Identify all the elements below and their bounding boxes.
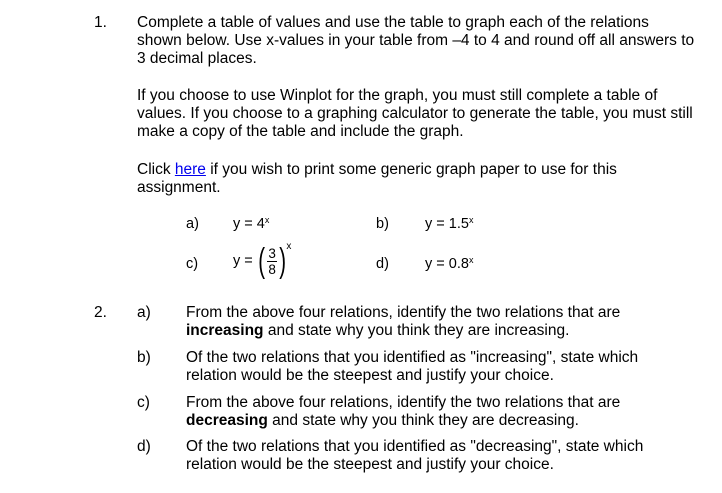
q2-part-c-text-before: From the above four relations, identify the two relations that are: [186, 394, 621, 411]
question-1-graph-paper-note: [137, 161, 697, 197]
q2-part-a-bold: increasing: [186, 322, 264, 339]
question-1-instructions: Complete a table of values and use the table to graph each of the relations shown below. Use x-values in your table from –4 to 4 and round off all answers to 3 decimal places.: [137, 14, 695, 67]
q2-part-c-label: c): [137, 394, 150, 411]
question-1-number: 1.: [94, 14, 107, 31]
graph-paper-link[interactable]: here: [174, 161, 206, 178]
relation-d-base: y = 0.8: [425, 256, 469, 272]
relation-b-exponent: x: [468, 215, 474, 225]
relation-a-equation: [233, 215, 269, 233]
relation-c-exponent: x: [286, 241, 292, 252]
q2-part-a-label: a): [137, 304, 151, 321]
relation-b-equation: [425, 215, 473, 233]
q2-part-b-text: Of the two relations that you identified as "increasing", state which relation would be the steepest and justify your choice.: [186, 349, 639, 384]
relation-b-base: y = 1.5: [425, 216, 469, 232]
q2-part-b-label: b): [137, 349, 151, 366]
q2-part-d-label: d): [137, 438, 151, 455]
relation-c-fraction-group: [256, 244, 289, 278]
relation-a-exponent: x: [264, 215, 270, 225]
fraction-numerator: 3: [268, 245, 276, 261]
right-parenthesis: ): [279, 242, 287, 280]
q2-part-a-text: [186, 304, 676, 340]
relation-a-base: y = 4: [233, 216, 265, 232]
question-2-number: 2.: [94, 304, 107, 321]
relation-c-fraction: [267, 247, 277, 276]
relation-d-exponent: x: [468, 255, 474, 265]
q2-part-c-text-after: and state why you think they are decreasing.: [267, 412, 579, 429]
left-parenthesis: (: [258, 242, 265, 280]
relation-d-equation: [425, 255, 473, 273]
q2-part-a-text-before: From the above four relations, identify the two relations that are: [186, 304, 621, 321]
relation-d-label: d): [376, 256, 389, 272]
q2-part-c-text: [186, 394, 676, 430]
fraction-denominator: 8: [268, 261, 276, 277]
relation-c-label: c): [186, 256, 199, 272]
relation-b-label: b): [376, 216, 389, 232]
relation-c-equation: [233, 239, 291, 283]
question-1-winplot-note: If you choose to use Winplot for the graph, you must still complete a table of values. If you choose to a graphing calculator to generate the table, you must still make a copy of the table and include the graph.: [137, 87, 693, 140]
q2-part-a-text-after: and state why you think they are increasing.: [263, 322, 570, 339]
graph-paper-text-after: if you wish to print some generic graph paper to use for this assignment.: [137, 161, 617, 196]
relation-a-label: a): [186, 216, 199, 232]
graph-paper-text-before: Click: [137, 161, 175, 178]
q2-part-d-text: Of the two relations that you identified as "decreasing", state which relation would be the steepest and justify your choice.: [186, 438, 644, 473]
relation-c-lhs: y =: [233, 253, 253, 269]
q2-part-c-bold: decreasing: [186, 412, 268, 429]
